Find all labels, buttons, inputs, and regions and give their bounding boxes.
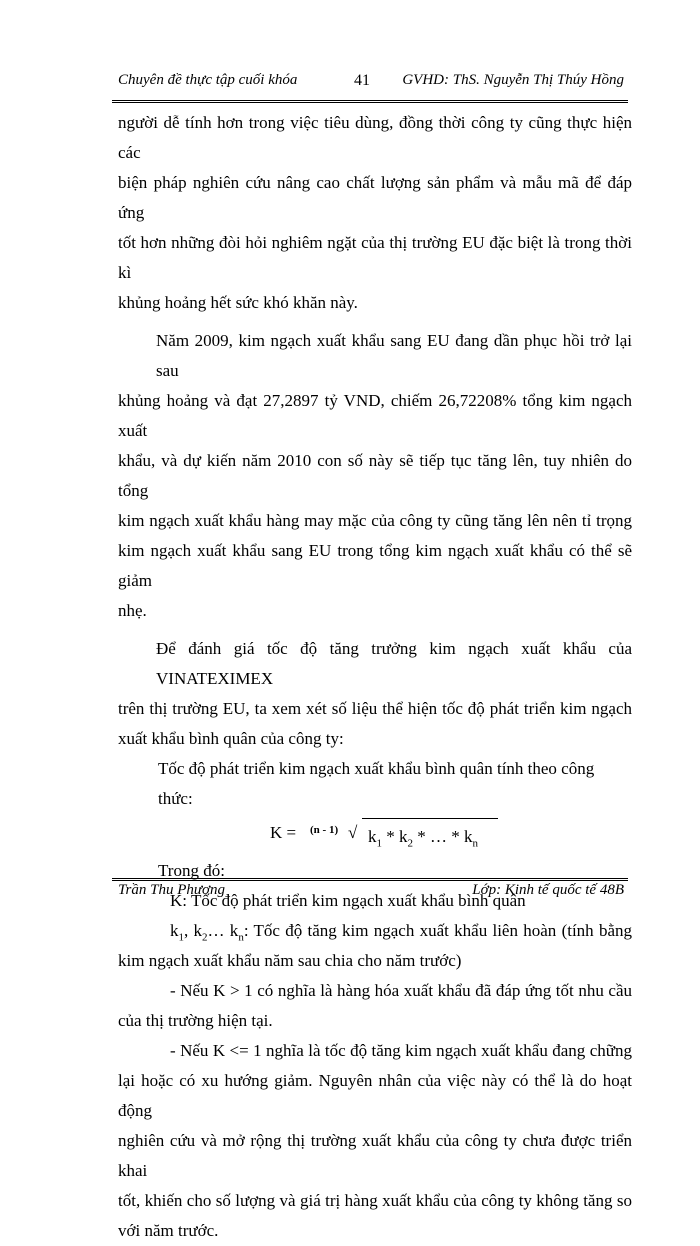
p1-line-3: tốt hơn những đòi hỏi nghiêm ngặt của thị trường EU đặc biệt là trong thời kì: [118, 233, 632, 282]
p1-line-4: khủng hoảng hết sức khó khăn này.: [118, 293, 358, 312]
formula: [118, 818, 632, 850]
cond1-line-2: của thị trường hiện tại.: [118, 1011, 273, 1030]
header-title: Chuyên đề thực tập cuối khóa: [118, 72, 298, 88]
p3-line-2: trên thị trường EU, ta xem xét số liệu thể hiện tốc độ phát triển kim ngạch: [118, 699, 632, 718]
p2-line-4: kim ngạch xuất khẩu hàng may mặc của công ty cũng tăng lên nên tỉ trọng: [118, 511, 632, 530]
cond2-line-5: với năm trước.: [118, 1221, 219, 1240]
page-header: [118, 72, 624, 94]
p2-line-2: khủng hoảng và đạt 27,2897 tỷ VND, chiếm 26,72208% tổng kim ngạch xuất: [118, 391, 632, 440]
footer-author: Trần Thu Phương: [118, 882, 226, 898]
p3-line-1: Để đánh giá tốc độ tăng trưởng kim ngạch xuất khẩu của VINATEXIMEX: [156, 639, 632, 688]
condition-1: [118, 976, 632, 1036]
paragraph-3: [118, 634, 632, 754]
paragraph-1: [118, 108, 632, 318]
formula-root-index: (n - 1): [310, 824, 339, 836]
page-body: [118, 108, 632, 1246]
header-rule: [112, 100, 628, 103]
footer-rule: [112, 878, 628, 881]
condition-2: [118, 1036, 632, 1246]
page-number: 41: [354, 72, 370, 89]
p3-line-3: xuất khẩu bình quân của công ty:: [118, 729, 344, 748]
p1-line-2: biện pháp nghiên cứu nâng cao chất lượng sản phẩm và mẫu mã để đáp ứng: [118, 173, 632, 222]
radical-icon: √: [348, 823, 358, 842]
ki-definition: [118, 916, 632, 976]
ki-line-2: kim ngạch xuất khẩu năm sau chia cho năm trước): [118, 951, 462, 970]
p2-line-1: Năm 2009, kim ngạch xuất khẩu sang EU đang dần phục hồi trở lại sau: [156, 331, 632, 380]
p2-line-6: nhẹ.: [118, 601, 147, 620]
paragraph-2: [118, 326, 632, 626]
formula-lhs: K =: [270, 823, 297, 842]
p2-line-5: kim ngạch xuất khẩu sang EU trong tổng kim ngạch xuất khẩu có thể sẽ giảm: [118, 541, 632, 590]
formula-intro: Tốc độ phát triển kim ngạch xuất khẩu bình quân tính theo công thức:: [158, 759, 595, 808]
where-label: Trong đó:: [158, 861, 225, 880]
header-advisor: GVHD: ThS. Nguyễn Thị Thúy Hồng: [402, 72, 624, 88]
k-definition: K: Tốc độ phát triển kim ngạch xuất khẩu bình quân: [170, 891, 526, 910]
footer-class: Lớp: Kinh tế quốc tế 48B: [472, 882, 624, 898]
radical-bar: [362, 818, 498, 819]
cond1-line-1: - Nếu K > 1 có nghĩa là hàng hóa xuất khẩu đã đáp ứng tốt nhu cầu: [170, 981, 632, 1000]
ki-line-1: $k_1$, $k_2\dots$ $k_n$: Tốc độ tăng kim ngạch xuất khẩu liên hoàn (tính bằng: [170, 921, 633, 944]
cond2-line-4: tốt, khiến cho số lượng và giá trị hàng xuất khẩu của công ty không tăng so: [118, 1191, 632, 1210]
p2-line-3: khẩu, và dự kiến năm 2010 con số này sẽ tiếp tục tăng lên, tuy nhiên do tổng: [118, 451, 632, 500]
formula-radicand: $k_1 * k_2$ * … * $k_n$: [368, 827, 478, 850]
p1-line-1: người dễ tính hơn trong việc tiêu dùng, đồng thời công ty cũng thực hiện các: [118, 113, 632, 162]
cond2-line-2: lại hoặc có xu hướng giảm. Nguyên nhân của việc này có thể là do hoạt động: [118, 1071, 632, 1120]
cond2-line-1: - Nếu K <= 1 nghĩa là tốc độ tăng kim ngạch xuất khẩu đang chững: [170, 1041, 632, 1060]
cond2-line-3: nghiên cứu và mở rộng thị trường xuất khẩu của công ty chưa được triển khai: [118, 1131, 632, 1180]
